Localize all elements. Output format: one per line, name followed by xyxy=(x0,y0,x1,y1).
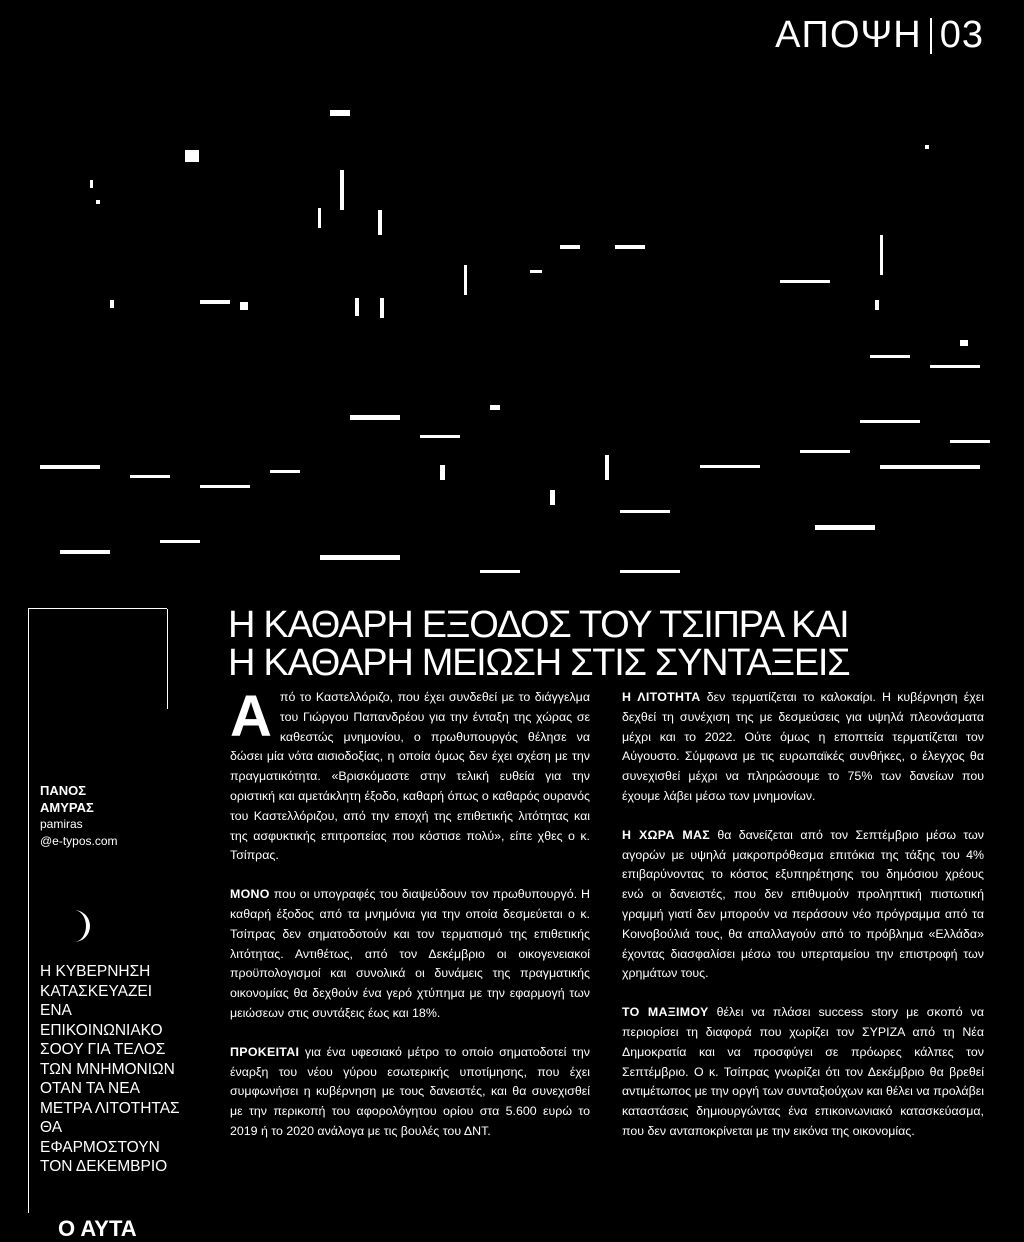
page-number: 03 xyxy=(939,14,984,56)
author-name-line2: ΑΜΥΡΑΣ xyxy=(40,800,94,815)
article-column-1 xyxy=(230,684,590,1161)
page-header xyxy=(775,14,984,57)
night-city-photo xyxy=(0,70,1024,600)
author-block xyxy=(40,782,118,850)
article-headline xyxy=(228,606,1018,682)
paragraph-4-text: δεν τερματίζεται το καλοκαίρι. Η κυβέρνηση έχει δεχθεί τη συνέχιση της με δεσμεύσεις για υψηλά πλεονάσματα μέχρι και το 2022. Ούτε όμως η εποπτεία τερματίζεται τον Αύγουστο. Σύμφωνα με τις ευρωπαϊκές συνθήκες, ο έλεγχος θα συνεχισθεί μέχρι να πληρώσουμε το 75% των δανείων που έχουμε λάβει μέσω των μνημονίων. xyxy=(622,690,984,803)
headline-line2: Η ΚΑΘΑΡΗ ΜΕΙΩΣΗ ΣΤΙΣ ΣΥΝΤΑΞΕΙΣ xyxy=(228,642,850,684)
paragraph-3-text: για ένα υφεσιακό μέτρο το οποίο σηματοδοτεί την έναρξη του νέου γύρου εσωτερικής υποτίμησης, που έχει συμφωνήσει η κυβέρνηση με τους δανειστές, και θα συνεχισθεί με την περικοπή του αφορολόγητου ορίου στα 5.600 ευρώ το 2019 ή το 2020 ανάλογα με τις βουλές του ΔΝΤ. xyxy=(230,1044,590,1138)
author-email: @e-typos.com xyxy=(40,834,118,848)
header-divider xyxy=(930,18,932,54)
headline-line1: Η ΚΑΘΑΡΗ ΕΞΟΔΟΣ ΤΟΥ ΤΣΙΠΡΑ ΚΑΙ xyxy=(228,604,849,646)
paragraph-2-text: που οι υπογραφές του διαψεύδουν τον πρωθυπουργό. Η καθαρή έξοδος από τα μνημόνια για την οποία δεσμεύεται ο κ. Τσίπρας δεν σηματοδοτούν και τον τερματισμό της επιθετικής λιτότητας. Αντιθέτως, από τον Δεκέμβριο οι οικογενειακοί προϋπολογισμοί και συνολικά οι δυνάμεις της πραγματικής οικονομίας θα δεχθούν ένα γερό χτύπημα με την εφαρμογή των μειώσεων στις συντάξεις έως και 18%. xyxy=(230,887,590,1020)
next-column-fragment: Ο ΑΥΤΑ xyxy=(58,1216,137,1241)
paragraph-1-text: πό το Καστελλόριζο, που έχει συνδεθεί με το διάγγελμα του Γιώργου Παπανδρέου για την ένταξη της χώρας σε καθεστώς μνημονίου, ο πρωθυπουργός θέλησε να δώσει μία νότα αισιοδοξίας, η οποία όμως δεν έχει σχέση με την πραγματικότητα. «Βρισκόμαστε στην τελική ευθεία για την οριστική και αμετάκλητη έξοδο, καθαρή όπως ο καθαρός ουρανός του Καστελλόριζου, από την εποχή της επιθετικής λιτότητας και της ασφυκτικής επιτροπείας που κόστισε πολύ», είπε χθες ο κ. Τσίπρας. xyxy=(230,690,590,863)
paragraph-2 xyxy=(230,885,590,1024)
paragraph-5-lead: Η ΧΩΡΑ ΜΑΣ xyxy=(622,827,710,842)
section-title: ΑΠΟΨΗ xyxy=(775,14,922,56)
sidebar-teaser: Η ΚΥΒΕΡΝΗΣΗ ΚΑΤΑΣΚΕΥΑΖΕΙ ΕΝΑ ΕΠΙΚΟΙΝΩΝΙΑΚΟ ΣΟΟΥ ΓΙΑ ΤΕΛΟΣ ΤΩΝ ΜΝΗΜΟΝΙΩΝ ΟΤΑΝ ΤΑ ΝΕΑ ΜΕΤΡΑ ΛΙΤΟΤΗΤΑΣ ΘΑ ΕΦΑΡΜΟΣΤΟΥΝ ΤΟΝ ΔΕΚΕΜΒΡΙΟ xyxy=(40,963,180,1175)
author-handle: pamiras xyxy=(40,817,83,831)
paragraph-2-lead: ΜΟΝΟ xyxy=(230,887,270,902)
paragraph-1 xyxy=(230,684,590,866)
paragraph-5 xyxy=(622,826,984,984)
paragraph-4 xyxy=(622,688,984,807)
paragraph-3 xyxy=(230,1043,590,1142)
paragraph-6-text: θέλει να πλάσει success story με σκοπό να περιορίσει τη διαφορά που χωρίζει τον ΣΥΡΙΖΑ από τη Νέα Δημοκρατία και να προσφύγει σε πρόωρες κάλπες τον Σεπτέμβριο. Ο κ. Τσίπρας γνωρίζει ότι τον Δεκέμβριο θα βρεθεί αντιμέτωπος με την οργή των συνταξιούχων και θέλει να προλάβει καταστάσεις δημιουργώντας ένα επικοινωνιακό κατασκεύασμα, που δεν ανταποκρίνεται με την εικόνα της οικονομίας. xyxy=(622,1005,984,1138)
drop-cap: Α xyxy=(230,684,272,749)
article-column-2 xyxy=(622,688,984,1161)
paragraph-5-text: θα δανείζεται από τον Σεπτέμβριο μέσω των αγορών με υψηλά μακροπρόθεσμα επιτόκια της τάξης του 4% επιβαρύνοντας το κόστος εξυπηρέτησης του δημόσιου χρέους ενώ οι δανειστές, που δεν επιθυμούν προληπτική πιστωτική γραμμή γιατί δεν μπορούν να περάσουν νέο πρόγραμμα από τα Κοινοβούλιά τους, θα απαλλαγούν από το πρόβλημα «Ελλάδα» έχοντας διασφαλίσει μέσω του υπερταμείου την επιστροφή των χρημάτων τους. xyxy=(622,827,984,981)
paragraph-6 xyxy=(622,1003,984,1142)
crescent-moon-icon xyxy=(66,908,96,944)
author-name-line1: ΠΑΝΟΣ xyxy=(40,783,87,798)
paragraph-4-lead: Η ΛΙΤΟΤΗΤΑ xyxy=(622,690,701,704)
paragraph-3-lead: ΠΡΟΚΕΙΤΑΙ xyxy=(230,1044,300,1059)
paragraph-6-lead: ΤΟ ΜΑΞΙΜΟΥ xyxy=(622,1005,709,1020)
